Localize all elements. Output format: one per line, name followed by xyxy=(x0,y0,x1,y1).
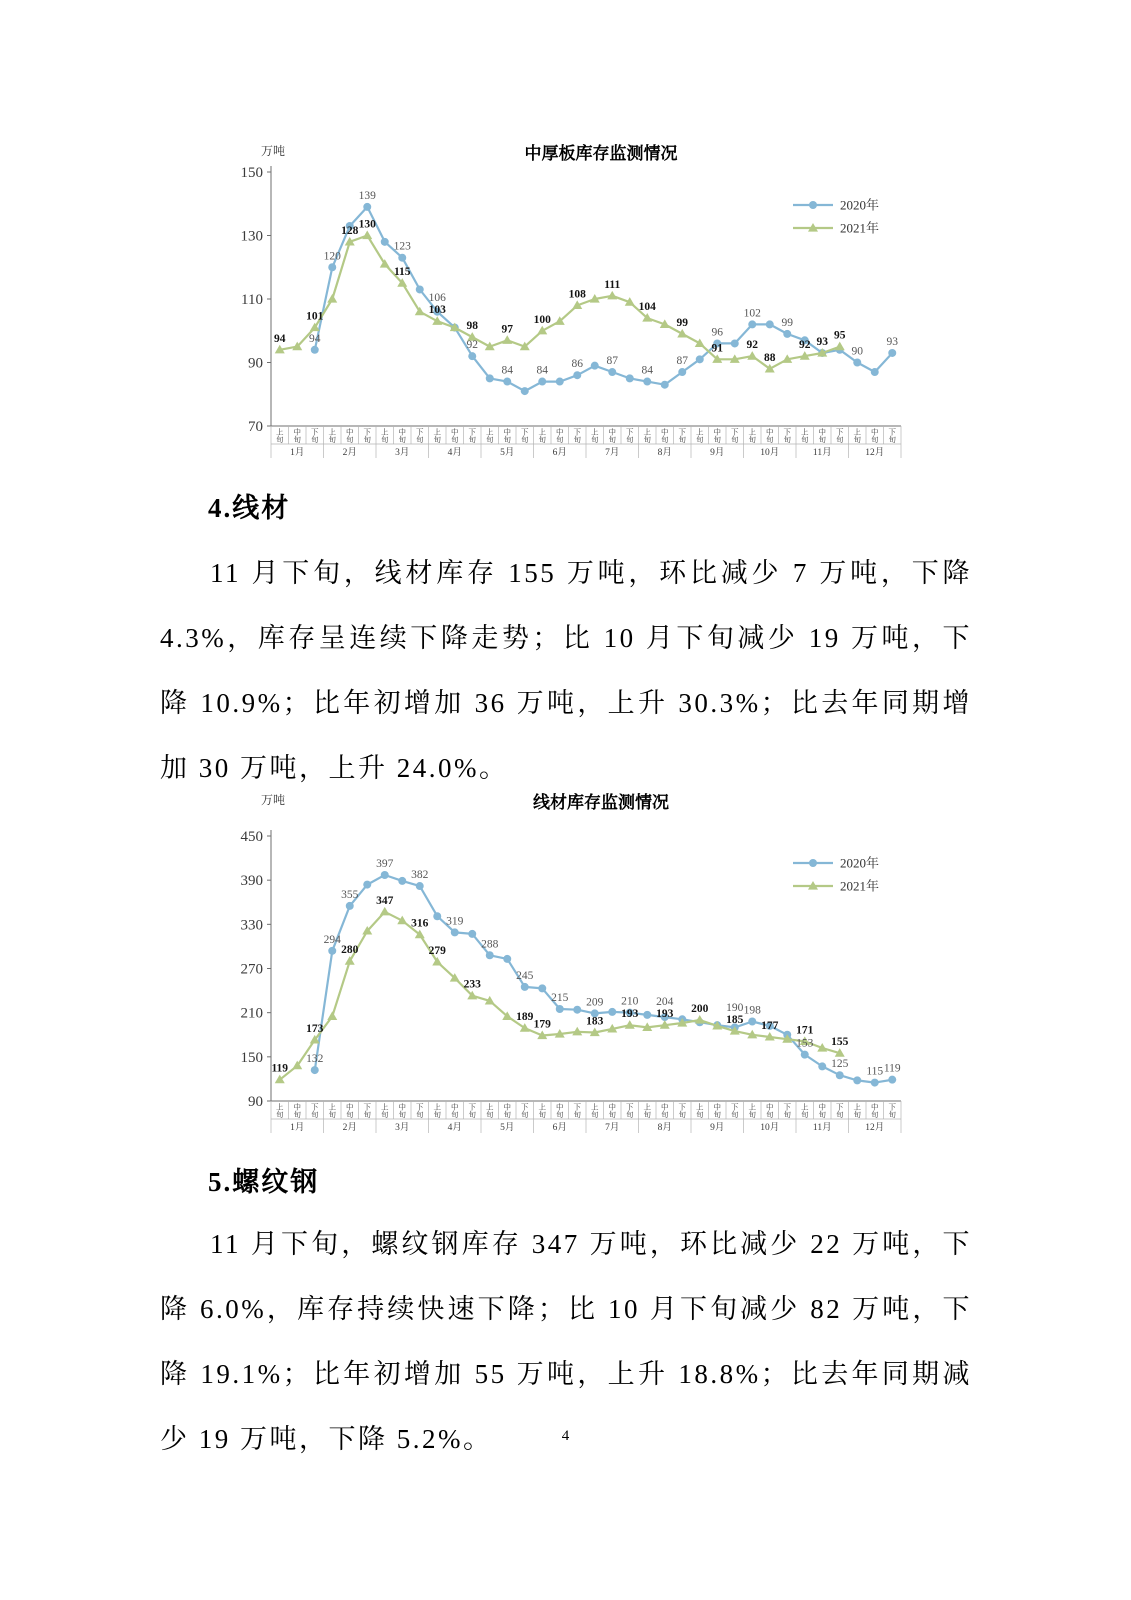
x-period-label: 中旬 xyxy=(451,1102,459,1119)
x-month-label: 8月 xyxy=(657,448,672,458)
data-point-marker xyxy=(521,387,529,395)
data-label: 106 xyxy=(428,292,446,305)
data-label: 128 xyxy=(341,224,359,237)
x-period-label: 上旬 xyxy=(328,1102,336,1119)
x-period-label: 下旬 xyxy=(311,1102,319,1119)
legend-label: 2020年 xyxy=(840,855,880,871)
x-period-label: 中旬 xyxy=(713,427,721,444)
x-period-label: 上旬 xyxy=(276,427,284,444)
y-tick-label: 70 xyxy=(248,419,263,435)
data-label: 115 xyxy=(393,266,411,279)
data-label: 173 xyxy=(306,1022,324,1035)
legend-item-2021 xyxy=(793,879,879,894)
data-label: 87 xyxy=(606,355,618,368)
x-month-label: 5月 xyxy=(500,1123,515,1133)
data-label: 279 xyxy=(428,944,446,957)
data-point-marker xyxy=(836,1071,844,1079)
x-period-label: 下旬 xyxy=(783,427,791,444)
x-period-label: 上旬 xyxy=(853,427,861,444)
x-period-label: 上旬 xyxy=(643,427,651,444)
data-label: 97 xyxy=(501,323,513,336)
x-period-label: 上旬 xyxy=(696,1102,704,1119)
wire-rod-chart-canvas xyxy=(230,788,920,1140)
x-period-label: 中旬 xyxy=(503,427,511,444)
x-period-label: 下旬 xyxy=(626,427,634,444)
data-point-marker xyxy=(695,338,705,347)
data-label: 94 xyxy=(274,332,286,345)
x-period-label: 中旬 xyxy=(661,427,669,444)
data-label: 153 xyxy=(796,1037,814,1050)
data-label: 190 xyxy=(726,1002,744,1015)
data-label: 99 xyxy=(676,316,688,329)
x-period-label: 下旬 xyxy=(363,1102,371,1119)
legend-item-2020 xyxy=(793,198,879,213)
data-label: 100 xyxy=(533,313,551,326)
chart-title: 中厚板库存监测情况 xyxy=(524,144,678,163)
legend-marker xyxy=(809,859,817,867)
data-label: 171 xyxy=(796,1024,814,1037)
x-period-label: 中旬 xyxy=(766,1102,774,1119)
data-point-marker xyxy=(398,254,406,262)
x-period-label: 下旬 xyxy=(678,1102,686,1119)
data-point-marker xyxy=(398,877,406,885)
x-period-label: 上旬 xyxy=(433,1102,441,1119)
x-month-label: 4月 xyxy=(447,1123,462,1133)
x-period-label: 上旬 xyxy=(328,427,336,444)
x-period-label: 上旬 xyxy=(748,1102,756,1119)
data-label: 99 xyxy=(781,316,793,329)
data-label: 319 xyxy=(446,915,464,928)
x-month-label: 11月 xyxy=(812,1123,832,1133)
y-tick-label: 150 xyxy=(240,1049,263,1066)
data-point-marker xyxy=(468,930,476,938)
data-label: 94 xyxy=(309,332,321,345)
data-label: 209 xyxy=(586,996,604,1009)
x-month-label: 10月 xyxy=(760,1123,780,1133)
data-point-marker xyxy=(381,238,389,246)
x-period-label: 下旬 xyxy=(836,1102,844,1119)
data-point-marker xyxy=(591,362,599,370)
data-label: 87 xyxy=(676,355,688,368)
data-label: 95 xyxy=(834,329,846,342)
x-month-label: 3月 xyxy=(395,1123,410,1133)
data-label: 92 xyxy=(799,339,811,352)
section-paragraph-wire-rod: 11 月下旬，线材库存 155 万吨，环比减少 7 万吨，下降 4.3%，库存呈连续下降走势；比 10 月下旬减少 19 万吨，下降 10.9%；比年初增加 36 万吨，上升 30.3%；比去年同期增加 30 万吨，上升 24.0%。 xyxy=(160,558,972,783)
x-period-label: 中旬 xyxy=(818,1102,826,1119)
x-period-label: 下旬 xyxy=(731,1102,739,1119)
data-point-marker xyxy=(801,1051,809,1059)
x-period-label: 中旬 xyxy=(293,1102,301,1119)
x-period-label: 上旬 xyxy=(486,427,494,444)
data-point-marker xyxy=(748,1018,756,1026)
x-month-label: 10月 xyxy=(760,448,780,458)
data-label: 185 xyxy=(726,1014,744,1027)
data-label: 102 xyxy=(743,307,761,320)
data-label: 179 xyxy=(533,1018,551,1031)
x-period-label: 中旬 xyxy=(871,1102,879,1119)
data-point-marker xyxy=(607,291,617,300)
x-period-label: 上旬 xyxy=(643,1102,651,1119)
y-tick-label: 210 xyxy=(240,1005,263,1022)
x-period-label: 中旬 xyxy=(346,1102,354,1119)
legend-item-2021 xyxy=(793,221,879,236)
data-point-marker xyxy=(853,359,861,367)
data-label: 119 xyxy=(883,1062,901,1075)
x-month-label: 6月 xyxy=(552,1123,567,1133)
series-2020 xyxy=(311,203,897,395)
x-period-label: 中旬 xyxy=(608,427,616,444)
x-period-label: 中旬 xyxy=(818,427,826,444)
data-label: 382 xyxy=(411,869,429,882)
chart-wire-rod-inventory xyxy=(230,788,920,1140)
x-period-label: 上旬 xyxy=(801,427,809,444)
x-period-label: 上旬 xyxy=(381,427,389,444)
y-tick-label: 390 xyxy=(240,873,263,890)
data-label: 397 xyxy=(376,858,394,871)
data-point-marker xyxy=(328,947,336,955)
data-point-marker xyxy=(327,1011,337,1020)
x-period-label: 下旬 xyxy=(888,1102,896,1119)
axes xyxy=(267,830,901,1101)
data-point-marker xyxy=(468,352,476,360)
data-point-marker xyxy=(888,1076,896,1084)
page-number: 4 xyxy=(561,1428,570,1444)
data-label: 316 xyxy=(411,917,429,930)
y-tick-label: 150 xyxy=(240,165,263,181)
data-label: 93 xyxy=(816,335,828,348)
x-period-label: 中旬 xyxy=(713,1102,721,1119)
x-period-label: 上旬 xyxy=(381,1102,389,1119)
data-point-marker xyxy=(381,871,389,879)
data-point-marker xyxy=(451,928,459,936)
y-tick-label: 130 xyxy=(240,228,263,245)
data-label: 198 xyxy=(743,1004,761,1017)
x-period-label: 下旬 xyxy=(573,1102,581,1119)
data-point-marker xyxy=(766,320,774,328)
data-point-marker xyxy=(311,346,319,354)
legend-label: 2021年 xyxy=(840,220,880,236)
data-point-marker xyxy=(835,342,845,351)
chart-title: 线材库存监测情况 xyxy=(533,793,669,812)
series-2020 xyxy=(311,871,897,1087)
data-point-marker xyxy=(783,330,791,338)
data-label: 193 xyxy=(621,1008,639,1021)
data-point-marker xyxy=(625,1020,635,1029)
x-month-label: 12月 xyxy=(865,448,885,458)
x-month-label: 2月 xyxy=(342,1123,357,1133)
x-period-label: 下旬 xyxy=(783,1102,791,1119)
x-period-label: 下旬 xyxy=(521,1102,529,1119)
x-month-label: 3月 xyxy=(395,448,410,458)
x-period-label: 下旬 xyxy=(731,427,739,444)
x-month-label: 7月 xyxy=(605,1123,620,1133)
x-month-label: 2月 xyxy=(342,448,357,458)
data-point-marker xyxy=(327,294,337,303)
x-period-label: 下旬 xyxy=(888,427,896,444)
data-label: 155 xyxy=(831,1036,849,1049)
x-month-label: 9月 xyxy=(710,448,725,458)
x-period-label: 上旬 xyxy=(853,1102,861,1119)
data-point-marker xyxy=(731,339,739,347)
data-label: 101 xyxy=(306,310,324,323)
y-axis-unit-label: 万吨 xyxy=(261,144,286,158)
data-label: 93 xyxy=(886,335,898,348)
data-point-marker xyxy=(677,329,687,338)
y-tick-label: 110 xyxy=(241,292,263,308)
data-point-marker xyxy=(521,983,529,991)
y-tick-label: 90 xyxy=(248,355,263,372)
x-period-label: 上旬 xyxy=(276,1102,284,1119)
data-point-marker xyxy=(416,882,424,890)
data-point-marker xyxy=(433,912,441,920)
data-point-marker xyxy=(888,349,896,357)
data-label: 288 xyxy=(481,938,499,951)
data-label: 98 xyxy=(466,320,478,333)
series-2021 xyxy=(275,231,845,373)
data-label: 115 xyxy=(866,1065,884,1078)
x-period-label: 下旬 xyxy=(468,427,476,444)
x-period-label: 上旬 xyxy=(696,427,704,444)
data-point-marker xyxy=(538,984,546,992)
data-label: 139 xyxy=(358,189,376,202)
data-point-marker xyxy=(818,1062,826,1070)
x-month-label: 1月 xyxy=(290,448,305,458)
legend-marker xyxy=(809,201,817,209)
data-label: 132 xyxy=(306,1053,324,1066)
data-point-marker xyxy=(661,381,669,389)
data-point-marker xyxy=(556,1005,564,1013)
data-point-marker xyxy=(486,374,494,382)
data-point-marker xyxy=(608,1008,616,1016)
x-period-label: 下旬 xyxy=(311,427,319,444)
x-period-label: 中旬 xyxy=(503,1102,511,1119)
data-point-marker xyxy=(643,378,651,386)
x-period-label: 下旬 xyxy=(521,427,529,444)
data-label: 233 xyxy=(463,978,481,991)
x-month-label: 7月 xyxy=(605,448,620,458)
data-point-marker xyxy=(696,355,704,363)
section-heading-rebar: 5.螺纹钢 xyxy=(208,1167,320,1197)
data-point-marker xyxy=(747,351,757,360)
x-month-label: 4月 xyxy=(447,448,462,458)
data-point-marker xyxy=(416,285,424,293)
x-period-label: 中旬 xyxy=(661,1102,669,1119)
data-point-marker xyxy=(345,956,355,965)
data-label: 294 xyxy=(323,933,341,946)
x-period-label: 中旬 xyxy=(451,427,459,444)
data-point-marker xyxy=(573,1006,581,1014)
data-point-marker xyxy=(556,378,564,386)
data-point-marker xyxy=(432,316,442,325)
data-point-marker xyxy=(380,907,390,916)
data-label: 96 xyxy=(711,326,723,339)
x-period-label: 中旬 xyxy=(871,427,879,444)
data-point-marker xyxy=(871,368,879,376)
data-point-marker xyxy=(363,881,371,889)
data-point-marker xyxy=(503,378,511,386)
y-tick-label: 330 xyxy=(240,917,263,934)
data-label: 280 xyxy=(341,944,359,957)
x-period-label: 中旬 xyxy=(293,427,301,444)
x-month-label: 8月 xyxy=(657,1123,672,1133)
x-month-label: 1月 xyxy=(290,1123,305,1133)
data-label: 91 xyxy=(711,342,723,355)
x-period-label: 上旬 xyxy=(433,427,441,444)
medium-plate-chart-canvas xyxy=(230,135,920,467)
x-period-label: 中旬 xyxy=(556,1102,564,1119)
x-period-label: 中旬 xyxy=(398,427,406,444)
x-period-label: 上旬 xyxy=(801,1102,809,1119)
y-tick-label: 90 xyxy=(248,1094,263,1110)
data-label: 183 xyxy=(586,1015,604,1028)
x-month-label: 6月 xyxy=(552,448,567,458)
x-period-label: 上旬 xyxy=(486,1102,494,1119)
legend-label: 2020年 xyxy=(840,197,880,213)
data-label: 120 xyxy=(323,250,341,263)
data-label: 125 xyxy=(831,1058,849,1071)
legend-item-2020 xyxy=(793,856,879,871)
data-point-marker xyxy=(608,368,616,376)
x-period-label: 下旬 xyxy=(468,1102,476,1119)
x-period-label: 上旬 xyxy=(538,1102,546,1119)
data-point-marker xyxy=(362,231,372,240)
x-period-label: 中旬 xyxy=(346,427,354,444)
data-label: 347 xyxy=(376,894,394,907)
x-period-label: 下旬 xyxy=(416,427,424,444)
x-period-label: 上旬 xyxy=(538,427,546,444)
x-period-label: 下旬 xyxy=(573,427,581,444)
y-axis-unit-label: 万吨 xyxy=(261,793,286,807)
data-label: 84 xyxy=(536,364,548,377)
data-label: 119 xyxy=(271,1062,289,1075)
y-tick-label: 270 xyxy=(240,961,263,978)
data-point-marker xyxy=(643,1011,651,1019)
data-label: 108 xyxy=(568,288,586,301)
x-period-label: 上旬 xyxy=(591,1102,599,1119)
legend-label: 2021年 xyxy=(840,878,880,894)
data-point-marker xyxy=(871,1079,879,1087)
data-label: 92 xyxy=(466,339,478,352)
data-point-marker xyxy=(695,1015,705,1024)
x-period-label: 下旬 xyxy=(626,1102,634,1119)
data-label: 355 xyxy=(341,888,359,901)
data-label: 104 xyxy=(638,301,656,314)
data-label: 84 xyxy=(641,364,653,377)
data-point-marker xyxy=(678,368,686,376)
data-label: 130 xyxy=(358,218,376,231)
x-period-label: 下旬 xyxy=(836,427,844,444)
x-period-label: 上旬 xyxy=(591,427,599,444)
x-month-label: 5月 xyxy=(500,448,515,458)
data-label: 193 xyxy=(656,1008,674,1021)
data-point-marker xyxy=(328,263,336,271)
data-point-marker xyxy=(363,203,371,211)
data-label: 245 xyxy=(516,969,534,982)
data-point-marker xyxy=(486,951,494,959)
data-label: 123 xyxy=(393,240,411,253)
data-label: 200 xyxy=(691,1003,709,1016)
data-point-marker xyxy=(538,378,546,386)
chart-medium-plate-inventory xyxy=(230,135,920,467)
x-period-label: 下旬 xyxy=(363,427,371,444)
data-label: 88 xyxy=(764,351,776,364)
data-point-marker xyxy=(853,1076,861,1084)
data-label: 90 xyxy=(851,345,863,358)
data-label: 103 xyxy=(428,304,446,317)
data-label: 204 xyxy=(656,996,674,1009)
x-period-label: 中旬 xyxy=(398,1102,406,1119)
data-point-marker xyxy=(346,902,354,910)
x-period-label: 中旬 xyxy=(608,1102,616,1119)
data-label: 111 xyxy=(604,278,621,291)
x-month-label: 9月 xyxy=(710,1123,725,1133)
data-point-marker xyxy=(748,320,756,328)
data-label: 92 xyxy=(746,339,758,352)
data-label: 215 xyxy=(551,991,569,1004)
data-point-marker xyxy=(502,335,512,344)
x-month-label: 12月 xyxy=(865,1123,885,1133)
data-label: 86 xyxy=(571,358,583,371)
data-point-marker xyxy=(626,374,634,382)
data-point-marker xyxy=(503,955,511,963)
x-period-label: 中旬 xyxy=(766,427,774,444)
x-month-label: 11月 xyxy=(812,448,832,458)
data-label: 210 xyxy=(621,995,639,1008)
x-period-label: 中旬 xyxy=(556,427,564,444)
x-period-label: 上旬 xyxy=(748,427,756,444)
data-point-marker xyxy=(311,1066,319,1074)
x-period-label: 下旬 xyxy=(416,1102,424,1119)
data-label: 177 xyxy=(761,1019,779,1032)
data-label: 84 xyxy=(501,364,513,377)
data-label: 189 xyxy=(516,1011,534,1024)
data-point-marker xyxy=(573,371,581,379)
y-tick-label: 450 xyxy=(240,829,263,845)
x-period-label: 下旬 xyxy=(678,427,686,444)
section-paragraph-rebar: 11 月下旬，螺纹钢库存 347 万吨，环比减少 22 万吨，下降 6.0%，库存持续快速下降；比 10 月下旬减少 82 万吨，下降 19.1%；比年初增加 55 万吨，上升 18.8%；比去年同期减少 19 万吨，下降 5.2%。 xyxy=(160,1229,972,1454)
section-heading-wire-rod: 4.线材 xyxy=(208,493,291,523)
